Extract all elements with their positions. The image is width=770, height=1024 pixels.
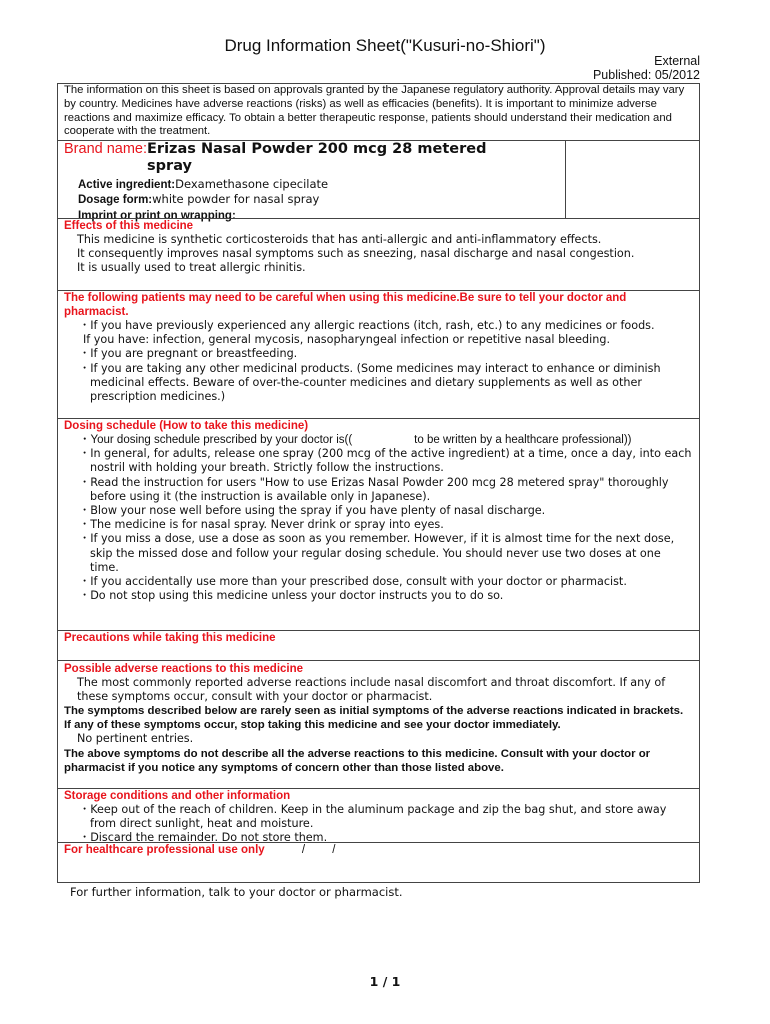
imprint-label: Imprint or print on wrapping: — [78, 209, 236, 222]
dosing-schedule-item — [58, 433, 699, 447]
published-date: Published: 05/2012 — [592, 68, 700, 82]
dosage-form-label: Dosage form: — [78, 194, 153, 207]
adverse-final-note: The above symptoms do not describe all the adverse reactions to this medicine. Consult with your doctor or pharmacist if you notice any symptoms of concern other than those listed above. — [64, 747, 651, 774]
header-meta — [593, 54, 700, 82]
adverse-section — [58, 660, 699, 789]
dosing-item: ・Do not stop using this medicine unless your doctor instructs you to do so. — [79, 589, 504, 603]
external-label: External — [654, 54, 700, 68]
dosing-schedule-note: to be written by a healthcare professional)) — [414, 434, 632, 446]
careful-heading: The following patients may need to be careful when using this medicine.Be sure to tell your doctor and pharmacist. — [64, 292, 627, 318]
adverse-common: The most commonly reported adverse reactions include nasal discomfort and throat discomfort. If any of these symptoms occur, consult with your doctor or pharmacist. — [77, 676, 666, 704]
storage-section — [58, 788, 699, 843]
dosage-form-value: white powder for nasal spray — [152, 192, 320, 207]
active-ingredient-value: Dexamethasone cipecilate — [175, 177, 329, 191]
adverse-rare-note: The symptoms described below are rarely seen as initial symptoms of the adverse reactions indicated in brackets. If any of these symptoms occur, stop taking this medicine and see your doctor immediately. — [64, 705, 684, 732]
page-number: 1 / 1 — [369, 974, 401, 989]
dosing-section — [58, 418, 699, 631]
storage-heading: Storage conditions and other information — [64, 790, 291, 802]
brand-label: Brand name: — [64, 141, 148, 157]
brand-name: Erizas Nasal Powder 200 mcg 28 metered spray — [147, 141, 487, 174]
hcp-date-slashes: / / — [301, 844, 336, 856]
effects-line: It is usually used to treat allergic rhinitis. — [77, 261, 306, 275]
precautions-heading: Precautions while taking this medicine — [64, 632, 276, 644]
effects-heading: Effects of this medicine — [64, 220, 194, 232]
dosing-item: ・The medicine is for nasal spray. Never drink or spray into eyes. — [79, 518, 444, 532]
document-title: Drug Information Sheet("Kusuri-no-Shiori") — [224, 36, 546, 55]
storage-item: ・Keep out of the reach of children. Keep in the aluminum package and zip the bag shut, and store away from direct sunlight, heat and moisture. — [79, 803, 667, 831]
storage-item: ・Discard the remainder. Do not store them. — [79, 831, 328, 845]
adverse-heading: Possible adverse reactions to this medicine — [64, 663, 304, 675]
hcp-section — [58, 842, 699, 884]
footer-text: For further information, talk to your doctor or pharmacist. — [70, 885, 403, 899]
adverse-none: No pertinent entries. — [77, 732, 194, 746]
hcp-row — [58, 843, 699, 857]
dosing-item: ・Blow your nose well before using the spray if you have plenty of nasal discharge. — [79, 504, 546, 518]
dosing-item: ・If you miss a dose, use a dose as soon as you remember. However, if it is almost time for the next dose, skip the missed dose and follow your regular dosing schedule. You should never use two doses at one time. — [79, 532, 675, 574]
intro-text: The information on this sheet is based on approvals granted by the Japanese regulatory authority. Approval details may vary by country. Medicines have adverse reactions (risks) as well as efficacies (benefits). It is important to minimize adverse reactions and maximize efficacy. To obtain a better therapeutic response, patients should understand their medication and cooperate with the treatment. — [64, 84, 685, 138]
careful-item: If you have: infection, general mycosis, nasopharyngeal infection or repetitive nasal bleeding. — [83, 333, 611, 347]
effects-section — [58, 218, 699, 291]
dosing-item: ・In general, for adults, release one spray (200 mcg of the active ingredient) at a time, once a day, into each nostril with holding your breath. Strictly follow the instructions. — [79, 447, 692, 475]
dosing-item: ・Read the instruction for users "How to use Erizas Nasal Powder 200 mcg 28 metered spray" thoroughly before using it (the instruction is available only in Japanese). — [79, 475, 669, 503]
careful-section — [58, 290, 699, 419]
active-ingredient-label: Active ingredient: — [78, 179, 176, 191]
intro-section — [58, 84, 699, 140]
precautions-section — [58, 630, 699, 661]
drug-image-box — [565, 141, 701, 218]
effects-line: It consequently improves nasal symptoms such as sneezing, nasal discharge and nasal congestion. — [77, 247, 635, 261]
drug-info-box — [57, 83, 700, 883]
hcp-heading: For healthcare professional use only — [64, 844, 265, 856]
dosing-item: ・If you accidentally use more than your prescribed dose, consult with your doctor or pharmacist. — [79, 575, 627, 589]
effects-line: This medicine is synthetic corticosteroids that has anti-allergic and anti-inflammatory effects. — [77, 233, 602, 246]
dosing-schedule-text: ・Your dosing schedule prescribed by your doctor is(( — [79, 434, 353, 446]
dosing-heading: Dosing schedule (How to take this medicine) — [64, 420, 309, 432]
careful-item: ・If you are taking any other medicinal products. (Some medicines may interact to enhance or diminish medicinal effects. Beware of over-the-counter medicines and dietary supplements as well as other prescription medicines.) — [79, 361, 661, 404]
brand-section — [58, 140, 699, 222]
careful-item: ・If you have previously experienced any allergic reactions (itch, rash, etc.) to any medicines or foods. — [79, 319, 655, 332]
careful-item: ・If you are pregnant or breastfeeding. — [79, 347, 298, 361]
